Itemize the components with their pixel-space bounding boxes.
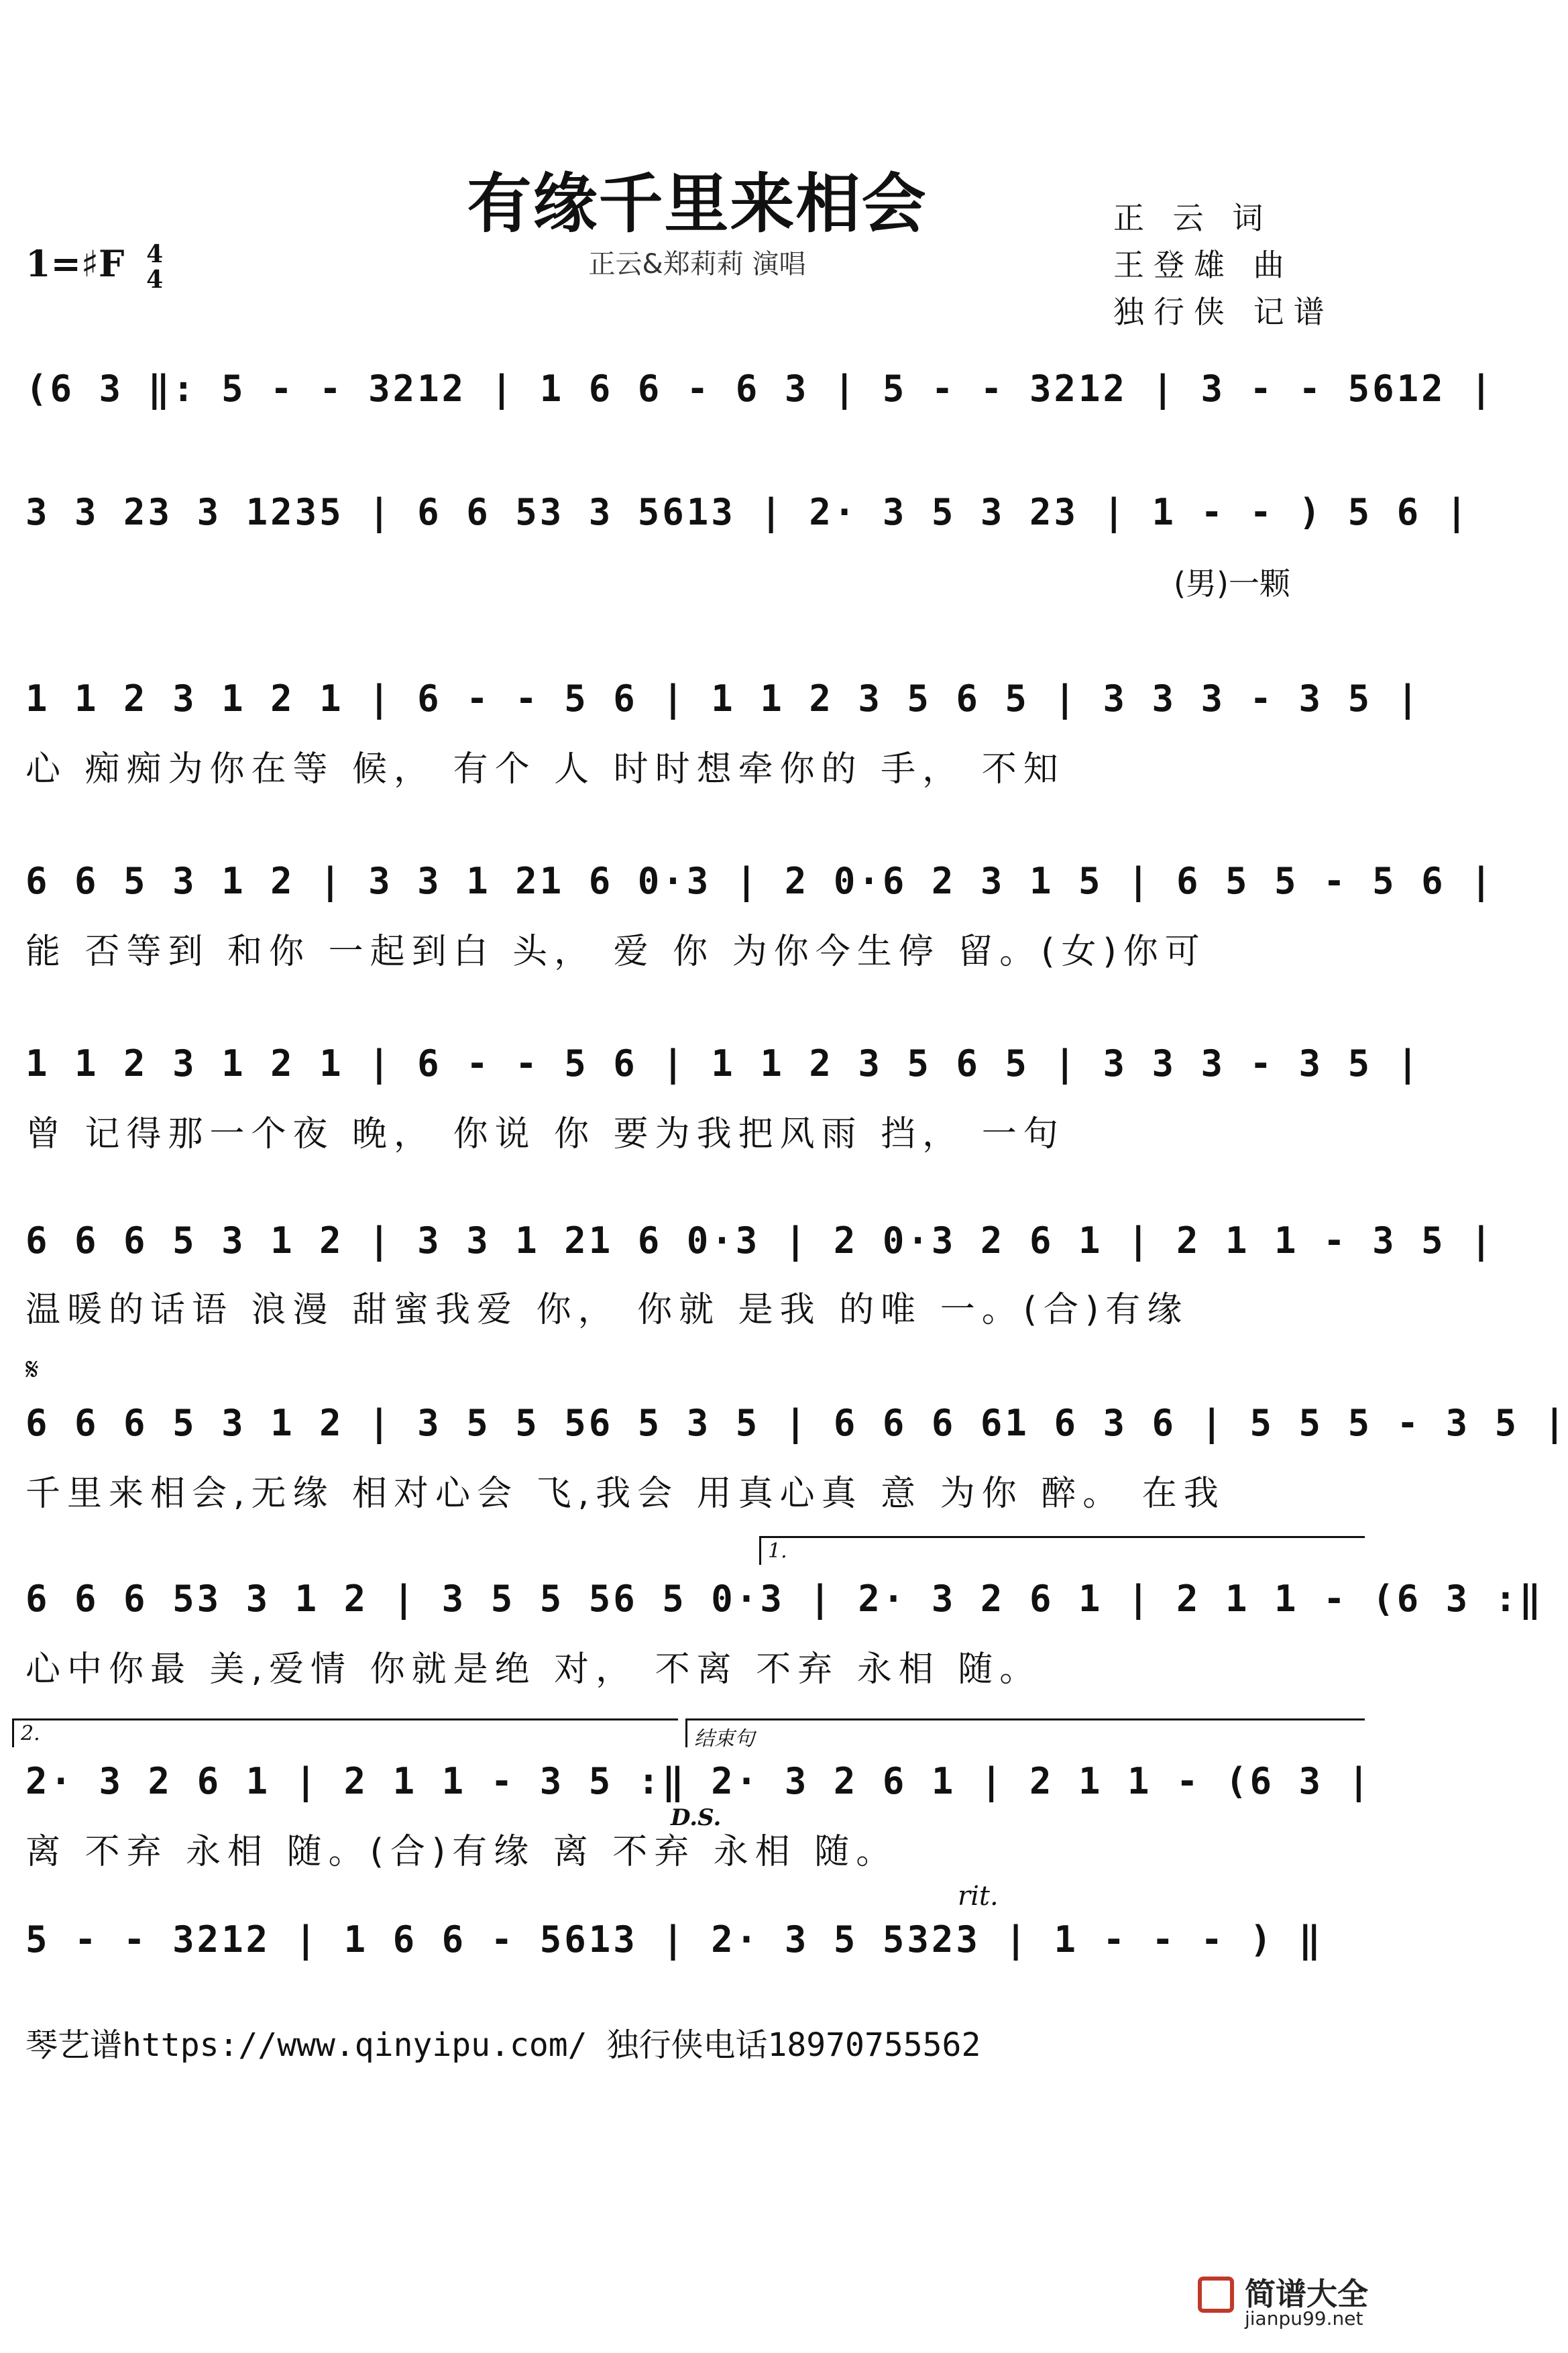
watermark-logo-icon — [1198, 2277, 1234, 2313]
lyric-row-3: 心 痴痴为你在等 候， 有个 人 时时想牵你的 手， 不知 — [25, 749, 1065, 789]
time-signature — [146, 241, 163, 292]
notation-row-7: 6 6 6 5 3 1 2 | 3 5 5 56 5 3 5 | 6 6 6 61 6 3 6 | 5 5 5 - 3 5 | — [25, 1402, 1568, 1444]
footer-text: 琴艺谱https://www.qinyipu.com/ 独行侠电话18970755562 — [25, 2026, 981, 2064]
lyric-row-5: 曾 记得那一个夜 晚， 你说 你 要为我把风雨 挡， 一句 — [25, 1114, 1065, 1154]
watermark-name: 简谱大全 — [1245, 2276, 1368, 2312]
watermark-url: jianpu99.net — [1245, 2307, 1363, 2330]
credits — [1113, 195, 1334, 335]
transcriber-credit: 独行侠 记谱 — [1113, 294, 1334, 330]
notation-row-8: 6 6 6 53 3 1 2 | 3 5 5 56 5 0·3 | 2· 3 2 6 1 | 2 1 1 - (6 3 :‖ — [25, 1578, 1544, 1620]
notation-row-4: 6 6 5 3 1 2 | 3 3 1 21 6 0·3 | 2 0·6 2 3 1 5 | 6 5 5 - 5 6 | — [25, 860, 1495, 902]
notation-row-9: 2· 3 2 6 1 | 2 1 1 - 3 5 :‖ 2· 3 2 6 1 | 2 1 1 - (6 3 | — [25, 1760, 1373, 1802]
segno-sign: 𝄋 — [25, 1351, 39, 1387]
lyric-row-9: 离 不弃 永相 随。(合)有缘 离 不弃 永相 随。 — [25, 1832, 898, 1872]
ds-mark: D.S. — [671, 1804, 722, 1831]
lyric-row-8: 心中你最 美,爱情 你就是绝 对， 不离 不弃 永相 随。 — [25, 1649, 1042, 1690]
lyric-row-4: 能 否等到 和你 一起到白 头， 爱 你 为你今生停 留。(女)你可 — [25, 932, 1207, 972]
lyric-row-7: 千里来相会,无缘 相对心会 飞,我会 用真心真 意 为你 醉。 在我 — [25, 1474, 1225, 1514]
key-signature: 1=♯F — [25, 242, 125, 286]
lyric-row-6: 温暖的话语 浪漫 甜蜜我爱 你， 你就 是我 的唯 一。(合)有缘 — [25, 1290, 1189, 1330]
rit-mark: rit. — [958, 1881, 999, 1912]
voice-male-label: (男)一颗 — [1174, 565, 1290, 602]
notation-row-5: 1 1 2 3 1 2 1 | 6 - - 5 6 | 1 1 2 3 5 6 5 | 3 3 3 - 3 5 | — [25, 1042, 1422, 1085]
notation-row-3: 1 1 2 3 1 2 1 | 6 - - 5 6 | 1 1 2 3 5 6 5 | 3 3 3 - 3 5 | — [25, 677, 1422, 720]
notation-row-1: (6 3 ‖: 5 - - 3212 | 1 6 6 - 6 3 | 5 - - 3212 | 3 - - 5612 | — [25, 368, 1495, 410]
notation-row-6: 6 6 6 5 3 1 2 | 3 3 1 21 6 0·3 | 2 0·3 2 6 1 | 2 1 1 - 3 5 | — [25, 1219, 1495, 1262]
ending-bracket — [685, 1718, 1365, 1751]
ending-label: 结束句 — [694, 1727, 754, 1751]
volta-bracket-2 — [12, 1718, 678, 1747]
volta-2-label: 2. — [21, 1722, 40, 1745]
volta-bracket-1 — [759, 1536, 1365, 1565]
notation-row-10: 5 - - 3212 | 1 6 6 - 5613 | 2· 3 5 5323 | 1 - - - ) ‖ — [25, 1918, 1324, 1961]
composer-credit: 王登雄 曲 — [1113, 247, 1294, 283]
time-top: 4 — [146, 240, 164, 268]
watermark — [1198, 2270, 1372, 2334]
key-time-signature — [25, 241, 163, 292]
lyricist-credit: 正 云 词 — [1113, 200, 1273, 236]
time-bottom: 4 — [146, 266, 164, 294]
volta-1-label: 1. — [768, 1539, 787, 1563]
score-title: 有缘千里来相会 — [467, 166, 928, 241]
performers: 正云&郑莉莉 演唱 — [588, 249, 806, 280]
notation-row-2: 3 3 23 3 1235 | 6 6 53 3 5613 | 2· 3 5 3 23 | 1 - - ) 5 6 | — [25, 491, 1471, 533]
